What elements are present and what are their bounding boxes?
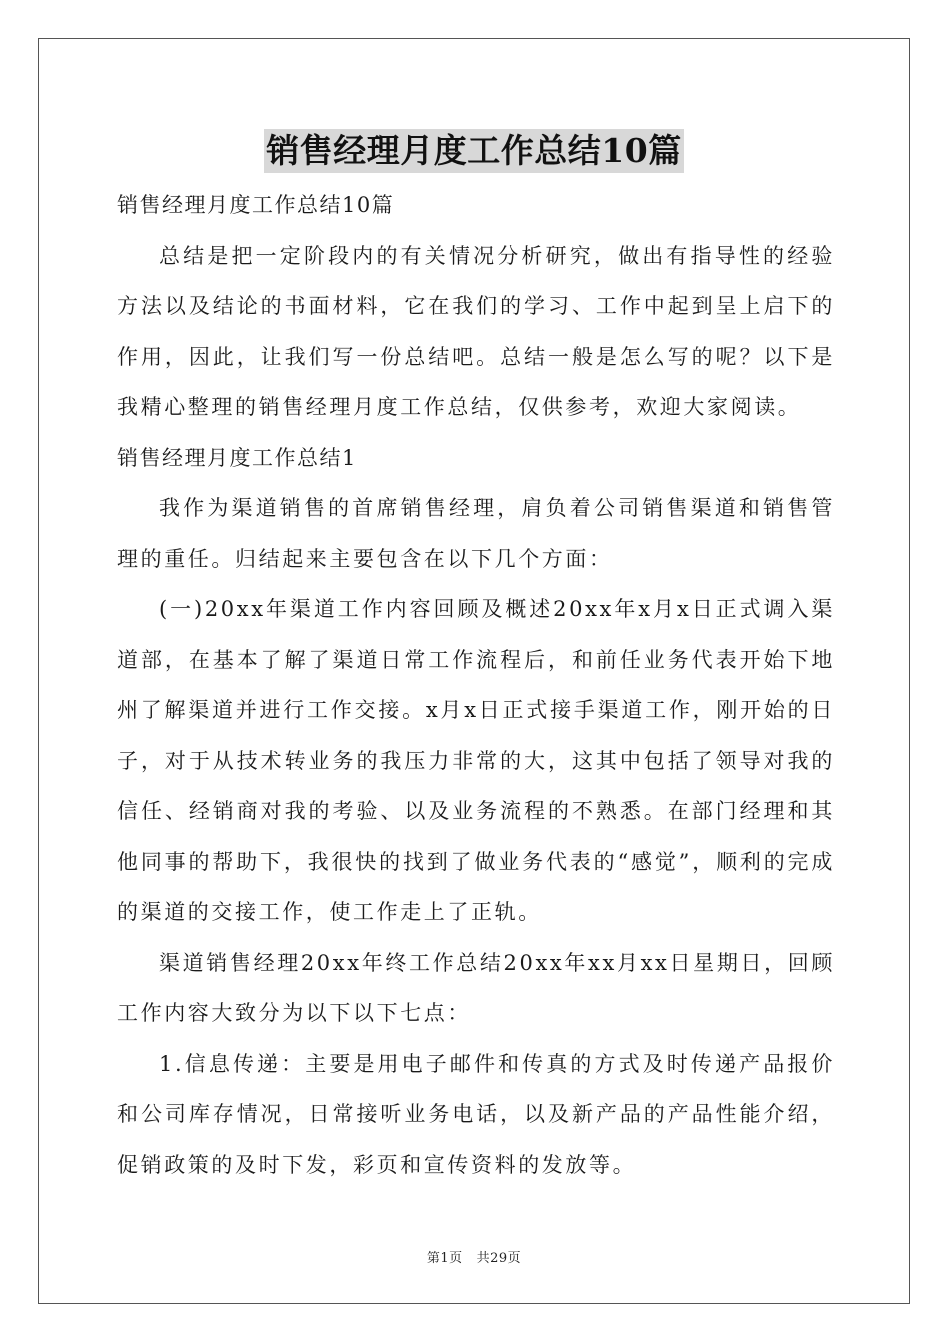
page-footer bbox=[39, 1247, 909, 1266]
body-paragraph: 我作为渠道销售的首席销售经理，肩负着公司销售渠道和销售管理的重任。归结起来主要包含在以下几个方面： bbox=[117, 496, 835, 571]
section-heading: 销售经理月度工作总结1 bbox=[117, 445, 357, 470]
body-paragraph: 渠道销售经理20xx年终工作总结20xx年xx月xx日星期日，回顾工作内容大致分为以下以下七点： bbox=[117, 950, 835, 1025]
current-page-label: 第1页 bbox=[426, 1251, 463, 1266]
body-paragraph: 1.信息传递：主要是用电子邮件和传真的方式及时传递产品报价和公司库存情况，日常接听业务电话，以及新产品的产品性能介绍，促销政策的及时下发，彩页和宣传资料的发放等。 bbox=[117, 1051, 835, 1177]
body-paragraph: (一)20xx年渠道工作内容回顾及概述20xx年x月x日正式调入渠道部，在基本了解了渠道日常工作流程后，和前任业务代表开始下地州了解渠道并进行工作交接。x月x日正式接手渠道工作，刚开始的日子，对于从技术转业务的我压力非常的大，这其中包括了领导对我的信任、经销商对我的考验、以及业务流程的不熟悉。在部门经理和其他同事的帮助下，我很快的找到了做业务代表的“感觉”，顺利的完成的渠道的交接工作，使工作走上了正轨。 bbox=[117, 597, 835, 924]
document-title: 销售经理月度工作总结10篇 bbox=[264, 129, 683, 173]
document-body bbox=[117, 180, 835, 1190]
subtitle-line: 销售经理月度工作总结10篇 bbox=[117, 193, 395, 217]
total-pages-label: 共29页 bbox=[476, 1251, 522, 1266]
document-page bbox=[38, 38, 910, 1304]
title-container bbox=[39, 129, 909, 173]
intro-paragraph: 总结是把一定阶段内的有关情况分析研究，做出有指导性的经验方法以及结论的书面材料，它在我们的学习、工作中起到呈上启下的作用，因此，让我们写一份总结吧。总结一般是怎么写的呢？以下是我精心整理的销售经理月度工作总结，仅供参考，欢迎大家阅读。 bbox=[117, 243, 835, 419]
